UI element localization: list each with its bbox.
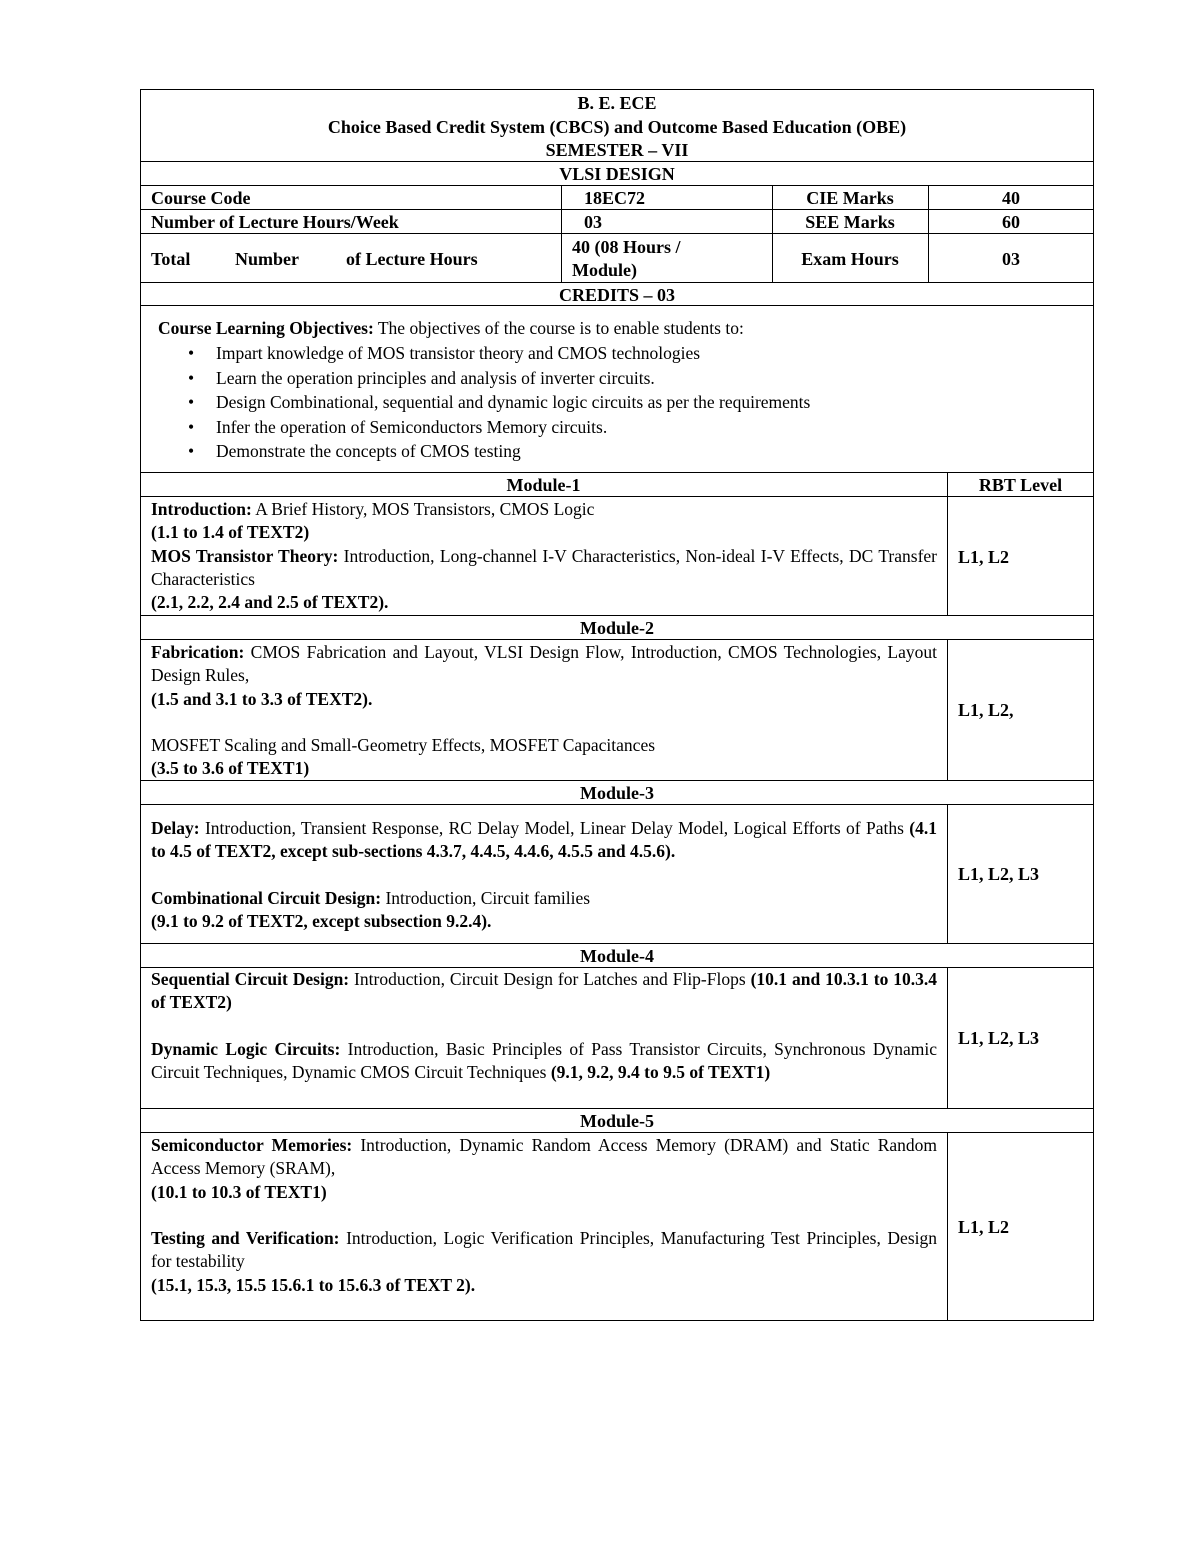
total-hours-label-2: Number [235,249,299,269]
module-4-rbt: L1, L2, L3 [958,1028,1040,1048]
scheme-title: Choice Based Credit System (CBCS) and Outcome Based Education (OBE) [327,117,907,137]
row-divider [140,1108,1094,1109]
module-2-rbt: L1, L2, [958,700,1014,720]
objective-item: • Impart knowledge of MOS transistor theory and CMOS technologies [158,341,1058,366]
objective-item: • Infer the operation of Semiconductors Memory circuits. [158,415,1058,440]
row-divider [140,496,1094,497]
bullet-icon: • [188,416,195,437]
row-divider [140,943,1094,944]
total-hours-label-1: Total [151,249,191,269]
program-name: B. E. ECE [577,93,657,113]
objective-item: • Design Combinational, sequential and dynamic logic circuits as per the requirements [158,390,1058,415]
course-title: VLSI DESIGN [559,164,675,184]
row-divider [140,185,1094,186]
objectives-heading: Course Learning Objectives: [158,318,374,338]
row-divider [140,233,1094,234]
course-objectives [158,316,1078,341]
lecture-hours-week-label: Number of Lecture Hours/Week [151,212,399,232]
bullet-icon: • [188,343,195,363]
semester-label: SEMESTER – VII [545,140,689,160]
objectives-intro: The objectives of the course is to enable students to: [373,318,744,338]
module-1-rbt: L1, L2 [958,547,1010,567]
bullet-icon: • [188,392,195,413]
col-divider [561,185,562,282]
module-5-title: Module-5 [580,1111,654,1131]
col-divider [947,804,948,943]
module-4-content: Sequential Circuit Design: Introduction, Circuit Design for Latches and Flip-Flops (10.1 and 10.3.1 to 10.3.4 of TEXT2) Dynamic Logic Circuits: Introduction, Basic Principles of Pass Transistor Circuits, Synchronous Dynamic Circuit Techniques, Dynamic CMOS Circuit Techniques (9.1, 9.2, 9.4 to 9.5 of TEXT1) [151,969,938,1083]
module-2-title: Module-2 [580,618,654,638]
credits-label: CREDITS – 03 [558,285,676,305]
course-code-value: 18EC72 [584,188,646,208]
module-1-content: Introduction: A Brief History, MOS Transistors, CMOS Logic (1.1 to 1.4 of TEXT2) MOS Transistor Theory: Introduction, Long-channel I-V Characteristics, Non-ideal I-V Effects, DC Transfer Characteristics (2.1, 2.2, 2.4 and 2.5 of TEXT2). [151,499,938,613]
objective-item: • Demonstrate the concepts of CMOS testing [158,439,1058,464]
objectives-list [158,341,1058,464]
total-hours-value-line1: 40 (08 Hours / [572,237,681,257]
row-divider [140,282,1094,283]
exam-hours-label: Exam Hours [801,249,899,269]
module-3-content: Delay: Introduction, Transient Response, RC Delay Model, Linear Delay Model, Logical Efforts of Paths (4.1 to 4.5 of TEXT2, except sub-sections 4.3.7, 4.4.5, 4.4.6, 4.5.5 and 4.5.6). Combinational Circuit Design: Introduction, Circuit families (9.1 to 9.2 of TEXT2, except subsection 9.2.4). [151,818,937,932]
row-divider [140,804,1094,805]
module-1-title: Module-1 [506,475,581,495]
row-divider [140,639,1094,640]
exam-hours-value: 03 [1002,249,1020,269]
row-divider [140,209,1094,210]
objective-item: • Learn the operation principles and analysis of inverter circuits. [158,366,1058,391]
see-marks-value: 60 [1002,212,1020,232]
course-code-label: Course Code [151,188,251,208]
module-5-content: Semiconductor Memories: Introduction, Dynamic Random Access Memory (DRAM) and Static Random Access Memory (SRAM), (10.1 to 10.3 of TEXT1) Testing and Verification: Introduction, Logic Verification Principles, Manufacturing Test Principles, Design for testability (15.1, 15.3, 15.5 15.6.1 to 15.6.3 of TEXT 2). [151,1135,937,1295]
see-marks-label: SEE Marks [805,212,895,232]
total-hours-label-3: of Lecture Hours [346,249,478,269]
lecture-hours-week-value: 03 [584,212,602,232]
bullet-icon: • [188,367,195,388]
module-5-rbt: L1, L2 [958,1217,1010,1237]
module-4-title: Module-4 [580,946,654,966]
cie-marks-label: CIE Marks [806,188,894,208]
col-divider [947,1132,948,1321]
col-divider [947,967,948,1108]
cie-marks-value: 40 [1002,188,1020,208]
module-2-content: Fabrication: CMOS Fabrication and Layout, VLSI Design Flow, Introduction, CMOS Technologies, Layout Design Rules, (1.5 and 3.1 to 3.3 of TEXT2). MOSFET Scaling and Small-Geometry Effects, MOSFET Capacitances (3.5 to 3.6 of TEXT1) [151,642,937,779]
bullet-icon: • [188,441,195,462]
module-3-title: Module-3 [580,783,654,803]
rbt-level-header: RBT Level [978,475,1063,495]
row-divider [140,472,1094,473]
row-divider [140,615,1094,616]
col-divider [947,639,948,780]
row-divider [140,1132,1094,1133]
module-3-rbt: L1, L2, L3 [958,864,1040,884]
row-divider [140,161,1094,162]
total-hours-value-line2: Module) [572,260,637,280]
